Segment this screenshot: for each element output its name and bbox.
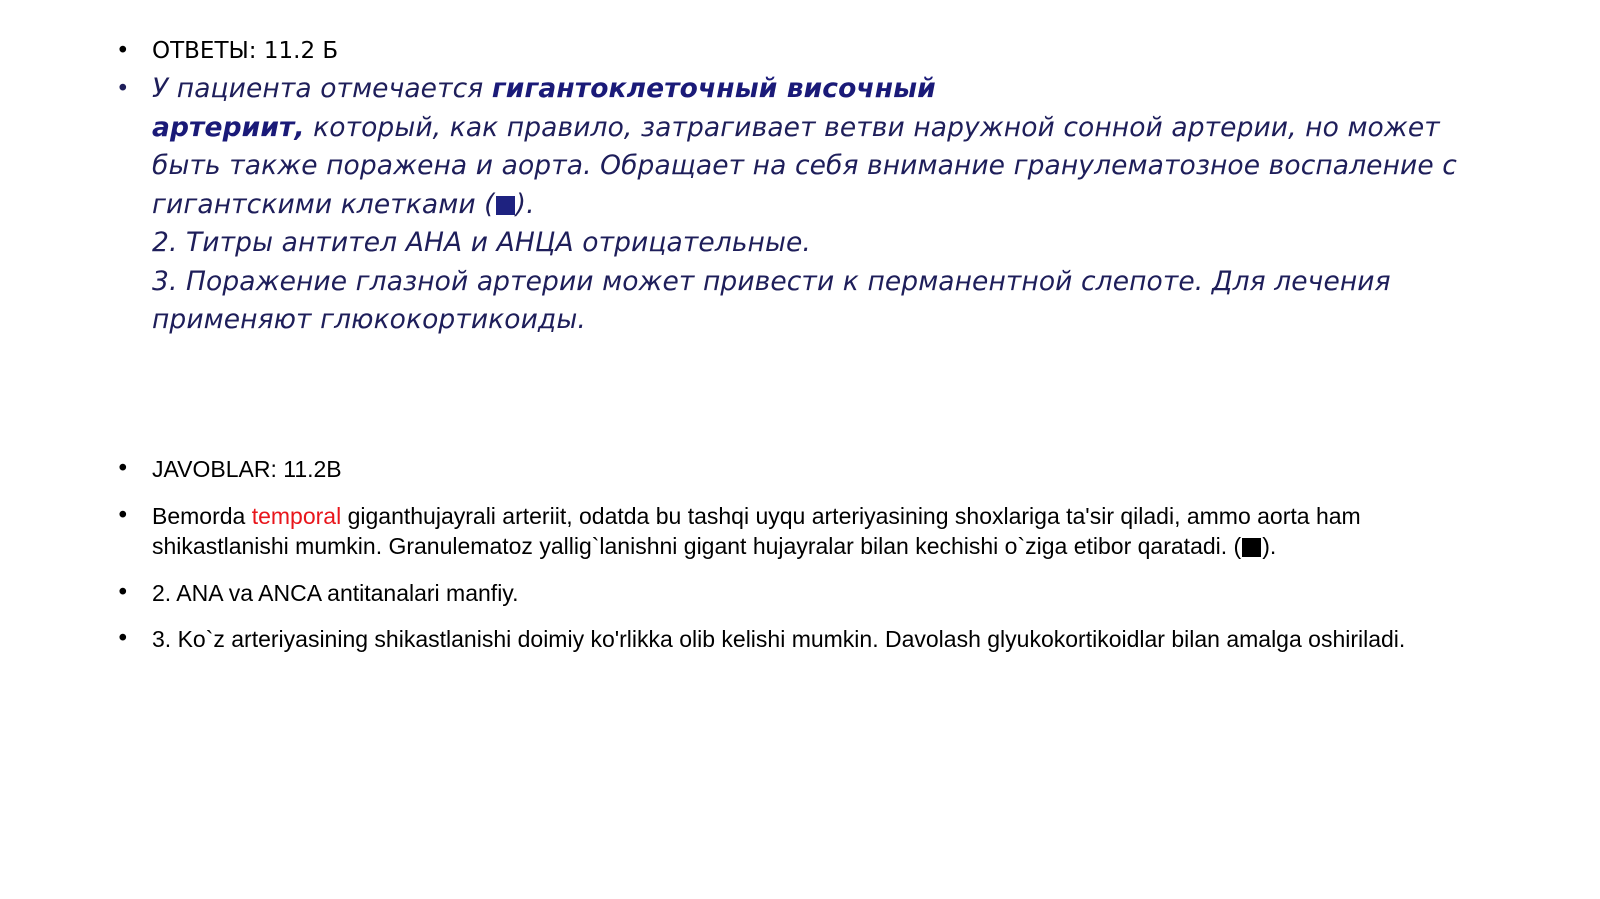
uzbek-answer-list: [0, 454, 1600, 671]
russian-paragraph-intro: У пациента отмечается: [152, 73, 492, 104]
uzbek-highlight-temporal: temporal: [251, 502, 342, 529]
russian-explanation-item: [0, 70, 1600, 340]
bullet-icon: •: [116, 38, 130, 64]
square-icon: [496, 196, 515, 215]
bullet-icon: •: [116, 502, 130, 529]
uzbek-point-3-item: [0, 624, 1600, 655]
russian-heading: ОТВЕТЫ: 11.2 Б: [152, 38, 339, 64]
bullet-icon: •: [116, 76, 130, 102]
uzbek-paragraph-close: ).: [1262, 533, 1277, 559]
russian-answer-list: [0, 32, 1600, 340]
bullet-icon: •: [116, 579, 130, 606]
uzbek-explanation-item: [0, 501, 1600, 562]
bullet-icon: •: [116, 456, 130, 482]
russian-point-3: 3. Поражение глазной артерии может привести к перманентной слепоте. Для лечения применяют глюкокортикоиды.: [152, 265, 1391, 335]
uzbek-paragraph-start: Bemorda: [152, 502, 252, 529]
russian-diagnosis-bold-2: артериит,: [152, 111, 305, 143]
uzbek-heading: JAVOBLAR: 11.2B: [152, 456, 342, 482]
russian-paragraph-rest: который, как правило, затрагивает ветви наружной сонной артерии, но может быть также поражена и аорта. Обращает на себя внимание гранулематозное воспаление с гигантскими клетками (: [152, 111, 1457, 220]
uzbek-paragraph-rest: giganthujayrali arteriit, odatda bu tashqi uyqu arteriyasining shoxlariga ta'sir qiladi, ammo aorta ham shikastlanishi mumkin. Granulematoz yallig`lanishni gigant hujayralar bilan kechishi o`ziga etibor qaratadi. (: [152, 502, 1361, 559]
russian-diagnosis-bold-1: гигантоклеточный височный: [491, 73, 936, 104]
bullet-icon: •: [116, 626, 130, 652]
uzbek-point-3: 3. Ko`z arteriyasining shikastlanishi doimiy ko'rlikka olib kelishi mumkin. Davolash glyukokortikoidlar bilan amalga oshiriladi.: [152, 626, 1406, 652]
square-icon: [1242, 538, 1261, 557]
uzbek-point-2: 2. ANA va ANCA antitanalari manfiy.: [152, 579, 519, 606]
russian-heading-item: [0, 32, 1600, 70]
uzbek-heading-item: [0, 454, 1600, 485]
uzbek-point-2-item: [0, 578, 1600, 609]
russian-paragraph-close: ).: [515, 188, 535, 220]
russian-point-2: 2. Титры антител АНА и АНЦА отрицательные.: [152, 227, 811, 258]
